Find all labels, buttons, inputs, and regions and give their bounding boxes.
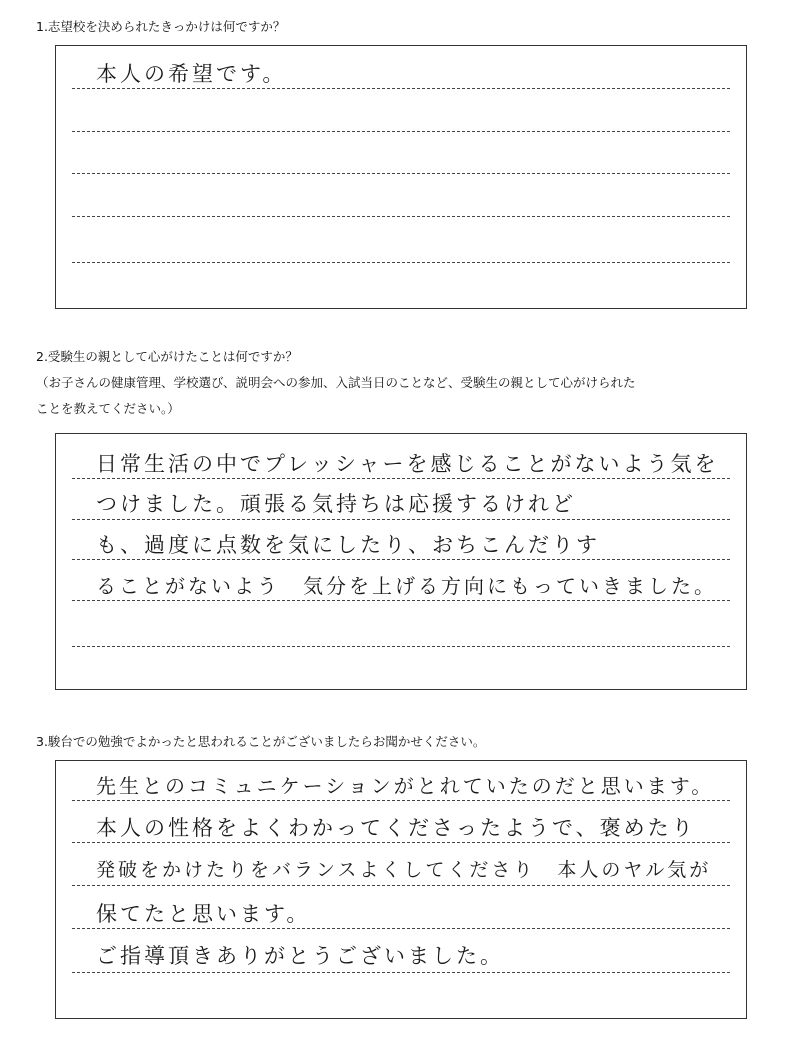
handwritten-answer-line: ることがないよう 気分を上げる方向にもっていきました。: [96, 574, 717, 598]
answer-box-1: [55, 45, 747, 309]
ruled-line: [72, 842, 730, 843]
question-2-note-line-1: （お子さんの健康管理、学校選び、説明会への参加、入試当日のことなど、受験生の親として心がけられた: [36, 375, 636, 390]
handwritten-answer-line: も、過度に点数を気にしたり、おちこんだりす: [96, 533, 600, 557]
ruled-line: [72, 928, 730, 929]
ruled-line: [72, 600, 730, 601]
handwritten-answer-line: 日常生活の中でプレッシャーを感じることがないよう気を: [96, 452, 719, 476]
question-3: 3.駿台での勉強でよかったと思われることがございましたらお聞かせください。: [36, 734, 486, 749]
handwritten-answer-line: 発破をかけたりをバランスよくしてくださり 本人のヤル気が: [96, 859, 712, 881]
ruled-line: [72, 559, 730, 560]
handwritten-answer-line: 先生とのコミュニケーションがとれていたのだと思います。: [96, 774, 715, 798]
ruled-line: [72, 972, 730, 973]
ruled-line: [72, 800, 730, 801]
ruled-line: [72, 216, 730, 217]
answer-box-2: [55, 433, 747, 690]
ruled-line: [72, 88, 730, 89]
ruled-line: [72, 173, 730, 174]
handwritten-answer-line: ご指導頂きありがとうございました。: [96, 944, 504, 968]
ruled-line: [72, 131, 730, 132]
handwritten-answer-line: つけました。頑張る気持ちは応援するけれど: [96, 492, 576, 516]
question-1: 1.志望校を決められたきっかけは何ですか？: [36, 19, 286, 34]
handwritten-answer-line: 保てたと思います。: [96, 902, 311, 926]
question-2: 2.受験生の親として心がけたことは何ですか？: [36, 349, 298, 364]
question-2-note-line-2: ことを教えてください。）: [36, 401, 180, 416]
handwritten-answer-line: 本人の希望です。: [96, 62, 287, 86]
ruled-line: [72, 262, 730, 263]
ruled-line: [72, 885, 730, 886]
handwritten-answer-line: 本人の性格をよくわかってくださったようで、褒めたり: [96, 816, 696, 840]
ruled-line: [72, 646, 730, 647]
ruled-line: [72, 478, 730, 479]
answer-box-3: [55, 760, 747, 1019]
ruled-line: [72, 519, 730, 520]
